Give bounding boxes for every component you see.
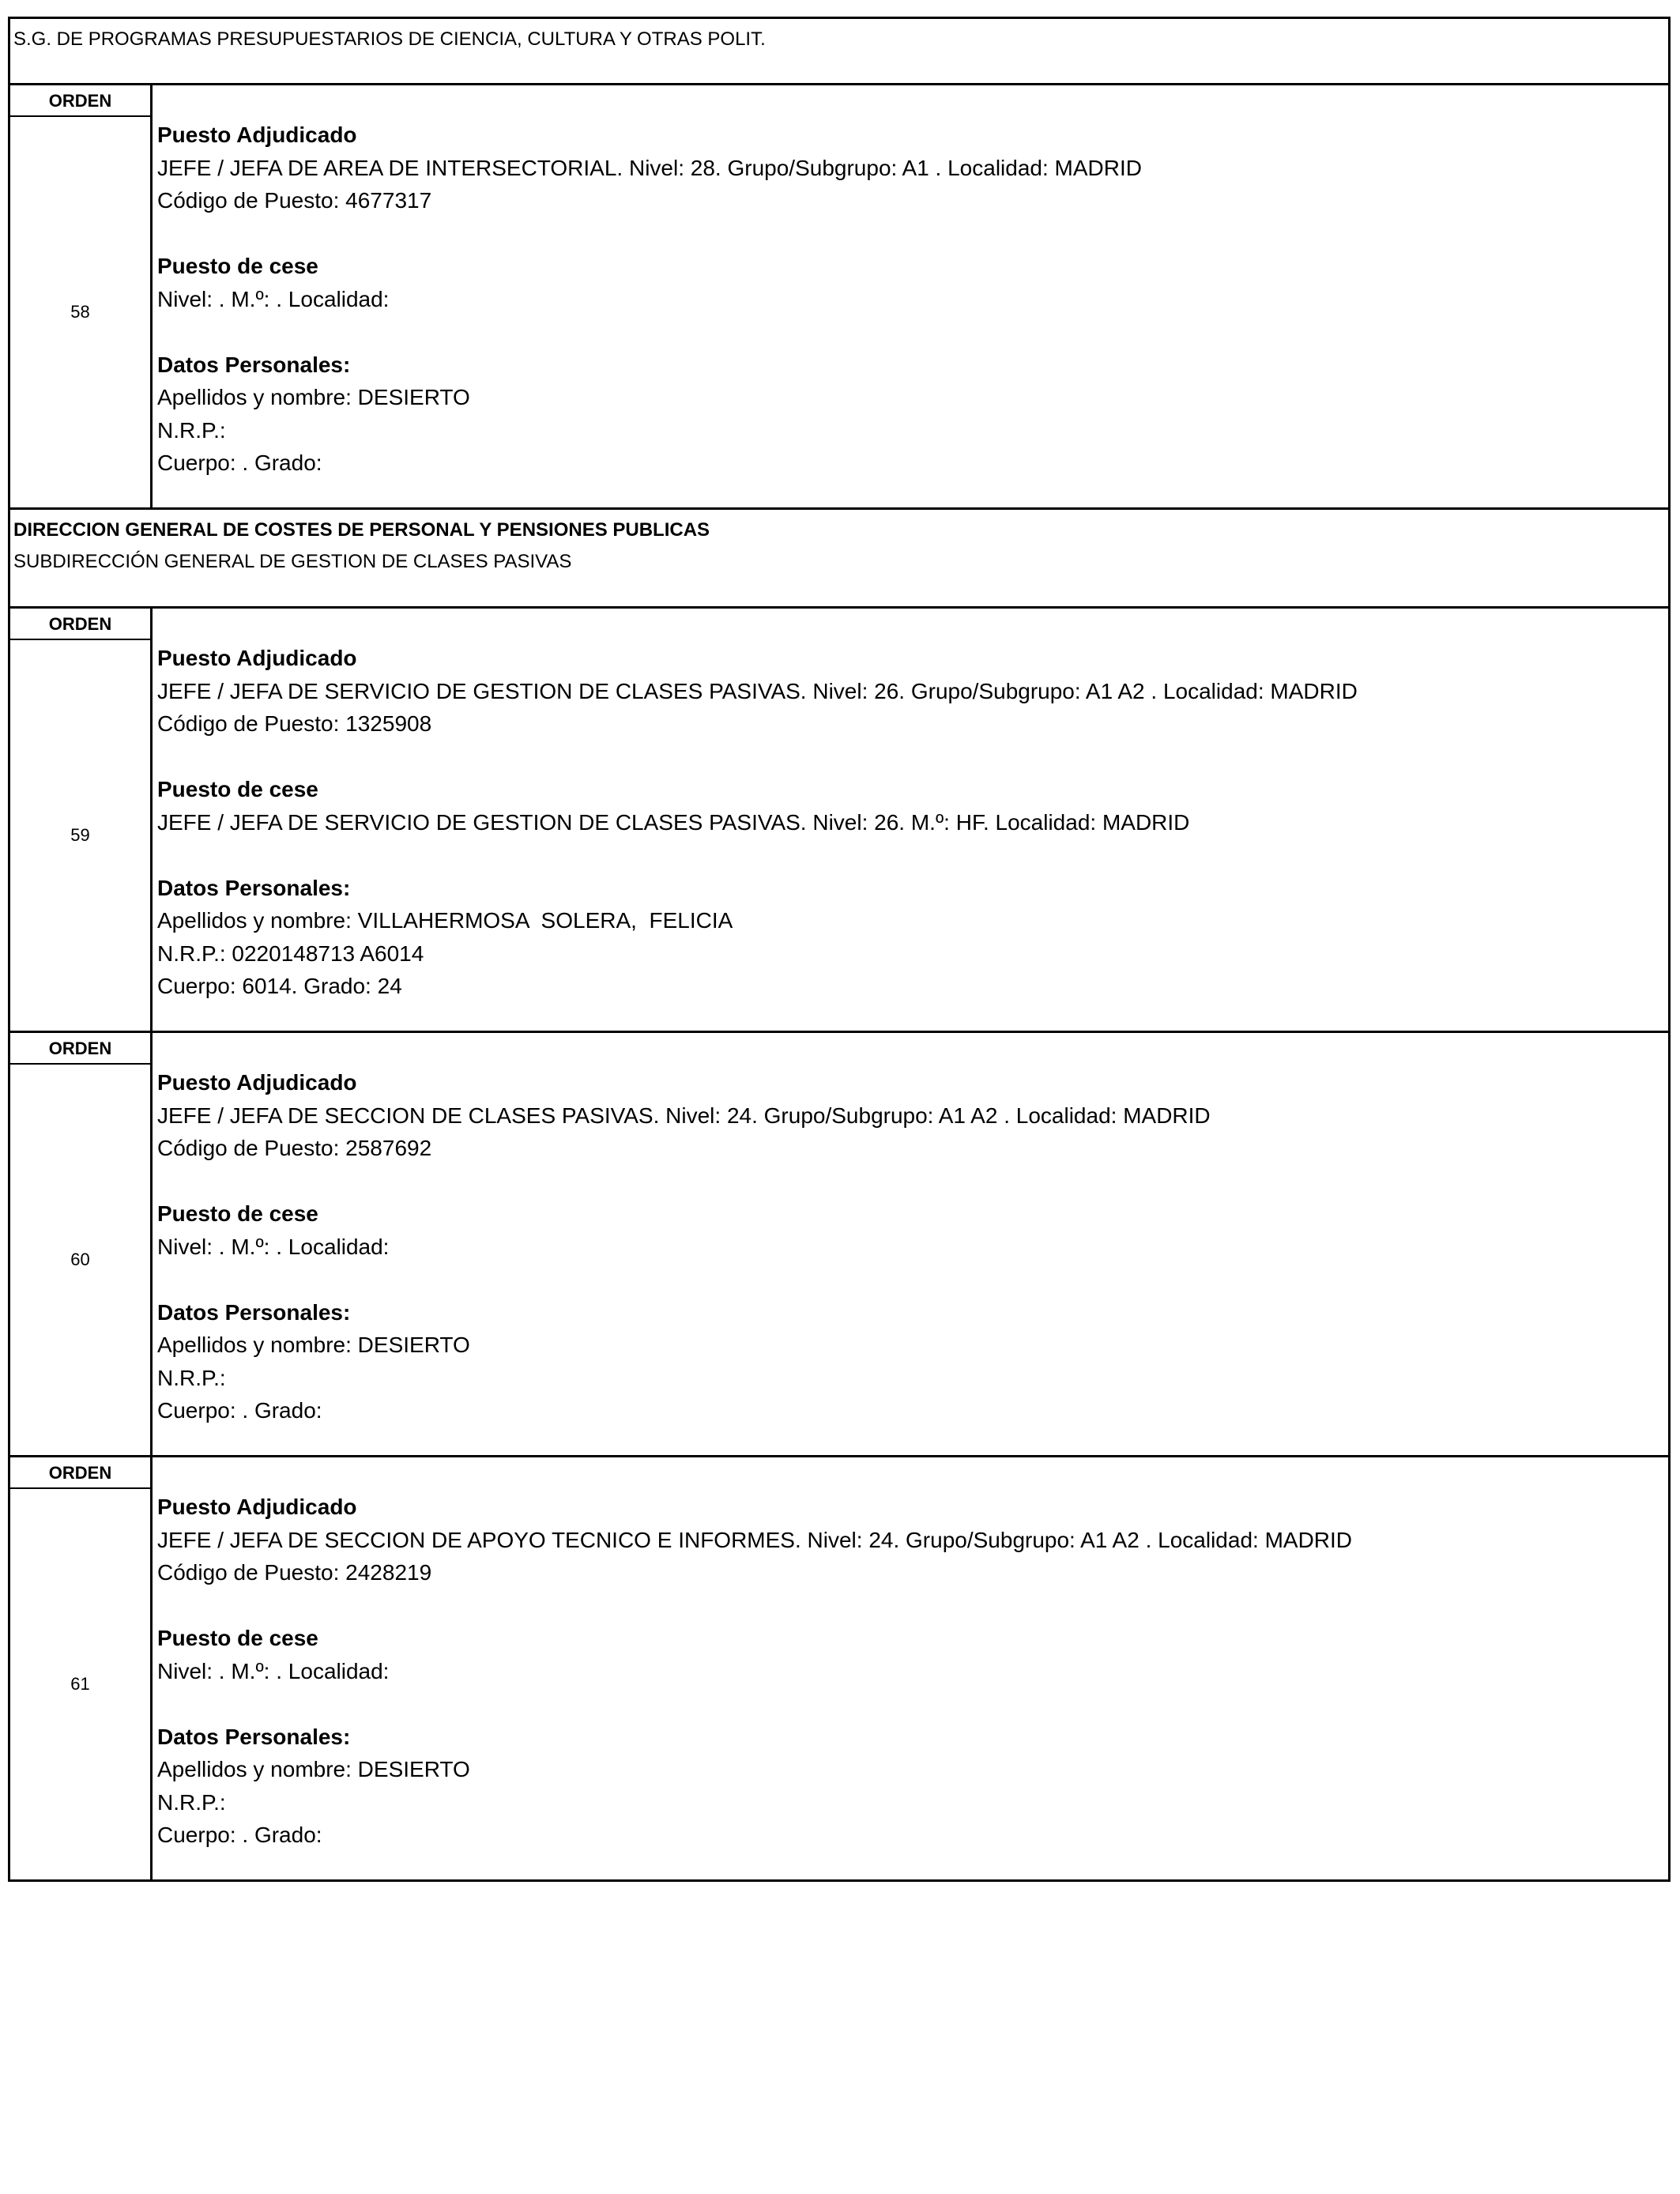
- nrp: N.R.P.:: [157, 1365, 226, 1390]
- puesto-cese-text: Nivel: . M.º: . Localidad:: [157, 1658, 390, 1683]
- puesto-adjudicado-text: JEFE / JEFA DE SECCION DE APOYO TECNICO E INFORMES. Nivel: 24. Grupo/Subgrupo: A1 A2 . Localidad: MADRID: [157, 1527, 1353, 1552]
- orden-column: [10, 1033, 153, 1455]
- orden-number: 59: [70, 825, 90, 845]
- puesto-adjudicado-text: JEFE / JEFA DE SERVICIO DE GESTION DE CLASES PASIVAS. Nivel: 26. Grupo/Subgrupo: A1 A2 . Localidad: MADRID: [157, 678, 1358, 703]
- puesto-adjudicado-text: JEFE / JEFA DE SECCION DE CLASES PASIVAS. Nivel: 24. Grupo/Subgrupo: A1 A2 . Localidad: MADRID: [157, 1103, 1211, 1128]
- record-details: [153, 1457, 1668, 1879]
- puesto-cese-heading: Puesto de cese: [157, 254, 318, 278]
- cuerpo-grado: Cuerpo: . Grado:: [157, 1823, 322, 1847]
- directorate-name: DIRECCION GENERAL DE COSTES DE PERSONAL Y PENSIONES PUBLICAS: [13, 519, 710, 541]
- record-details: [153, 609, 1668, 1031]
- orden-header: ORDEN: [10, 609, 150, 640]
- puesto-adjudicado-text: JEFE / JEFA DE AREA DE INTERSECTORIAL. Nivel: 28. Grupo/Subgrupo: A1 . Localidad: MADRID: [157, 155, 1142, 180]
- record-row: [10, 1457, 1668, 1882]
- subdirectorate-name: S.G. DE PROGRAMAS PRESUPUESTARIOS DE CIENCIA, CULTURA Y OTRAS POLIT.: [13, 28, 766, 50]
- puesto-adjudicado-heading: Puesto Adjudicado: [157, 123, 357, 147]
- apellidos-nombre: Apellidos y nombre: DESIERTO: [157, 1757, 470, 1781]
- record-row: [10, 609, 1668, 1033]
- orden-number: 58: [70, 302, 90, 322]
- codigo-puesto: Código de Puesto: 2428219: [157, 1560, 432, 1585]
- puesto-adjudicado-heading: Puesto Adjudicado: [157, 1495, 357, 1519]
- record-details: [153, 1033, 1668, 1455]
- orden-number: 60: [70, 1250, 90, 1269]
- apellidos-nombre: Apellidos y nombre: VILLAHERMOSA SOLERA, FELICIA: [157, 908, 733, 933]
- orden-column: [10, 609, 153, 1031]
- record-details: [153, 85, 1668, 507]
- record-row: [10, 1033, 1668, 1457]
- apellidos-nombre: Apellidos y nombre: DESIERTO: [157, 385, 470, 409]
- document-table: [8, 17, 1671, 1882]
- puesto-cese-text: JEFE / JEFA DE SERVICIO DE GESTION DE CLASES PASIVAS. Nivel: 26. M.º: HF. Localidad: MADRID: [157, 809, 1190, 835]
- datos-personales-heading: Datos Personales:: [157, 875, 351, 900]
- codigo-puesto: Código de Puesto: 2587692: [157, 1136, 432, 1160]
- datos-personales-heading: Datos Personales:: [157, 1724, 351, 1749]
- record-row: [10, 85, 1668, 510]
- orden-number: 61: [70, 1674, 90, 1694]
- codigo-puesto: Código de Puesto: 1325908: [157, 711, 432, 736]
- cuerpo-grado: Cuerpo: 6014. Grado: 24: [157, 974, 402, 998]
- subdirectorate-header: [10, 19, 1668, 85]
- orden-column: [10, 85, 153, 507]
- orden-column: [10, 1457, 153, 1879]
- nrp: N.R.P.:: [157, 1789, 226, 1815]
- puesto-adjudicado-heading: Puesto Adjudicado: [157, 1070, 357, 1095]
- puesto-cese-text: Nivel: . M.º: . Localidad:: [157, 286, 390, 311]
- apellidos-nombre: Apellidos y nombre: DESIERTO: [157, 1333, 470, 1357]
- codigo-puesto: Código de Puesto: 4677317: [157, 188, 432, 213]
- puesto-cese-text: Nivel: . M.º: . Localidad:: [157, 1234, 390, 1259]
- nrp: N.R.P.: 0220148713 A6014: [157, 941, 424, 966]
- orden-header: ORDEN: [10, 1033, 150, 1065]
- orden-header: ORDEN: [10, 1457, 150, 1489]
- subdirectorate-name: SUBDIRECCIÓN GENERAL DE GESTION DE CLASES PASIVAS: [13, 551, 572, 572]
- puesto-adjudicado-heading: Puesto Adjudicado: [157, 646, 357, 670]
- puesto-cese-heading: Puesto de cese: [157, 1201, 318, 1226]
- puesto-cese-heading: Puesto de cese: [157, 1626, 318, 1650]
- cuerpo-grado: Cuerpo: . Grado:: [157, 1398, 322, 1423]
- orden-header: ORDEN: [10, 85, 150, 117]
- cuerpo-grado: Cuerpo: . Grado:: [157, 450, 322, 475]
- puesto-cese-heading: Puesto de cese: [157, 777, 318, 801]
- datos-personales-heading: Datos Personales:: [157, 1299, 351, 1325]
- nrp: N.R.P.:: [157, 417, 226, 443]
- datos-personales-heading: Datos Personales:: [157, 352, 351, 377]
- directorate-header: [10, 510, 1668, 609]
